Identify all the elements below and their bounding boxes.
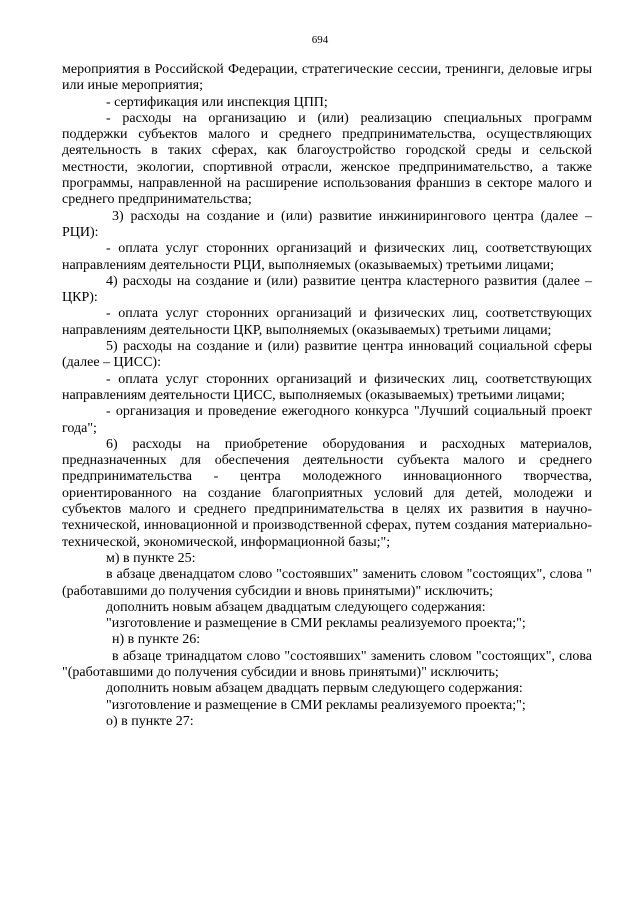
paragraph: м) в пункте 25: (106, 550, 196, 566)
paragraph: 3) расходы на создание и (или) развитие инжинирингового центра (далее – РЦИ): (62, 208, 592, 240)
paragraph: о) в пункте 27: (106, 713, 194, 729)
paragraph: "изготовление и размещение в СМИ рекламы реализуемого проекта;"; (106, 697, 526, 713)
paragraph: - организация и проведение ежегодного конкурса "Лучший социальный проект года"; (62, 404, 592, 436)
paragraph: мероприятия в Российской Федерации, стратегические сессии, тренинги, деловые игры или иные мероприятия; (62, 62, 592, 94)
paragraph: 5) расходы на создание и (или) развитие центра инноваций социальной сферы (далее – ЦИСС): (62, 339, 592, 371)
paragraph: дополнить новым абзацем двадцатым следующего содержания: (106, 599, 486, 615)
paragraph: 6) расходы на приобретение оборудования и расходных материалов, предназначенных для обеспечения деятельности субъекта малого и среднего предпринимательства - центра молодежного инновационного творчества, ориентированного на создание благоприятных условий для детей, молодежи и субъектов малого и среднего предпринимательства в целях их развития в научно-технической, инновационной и производственной сферах, путем создания материально-технической, экономической, информационной базы;"; (62, 436, 592, 550)
paragraph: - расходы на организацию и (или) реализацию специальных программ поддержки субъектов малого и среднего предпринимательства, осуществляющих деятельность в таких сферах, как благоустройство городской среды и сельской местности, экологии, спортивной отрасли, женское предпринимательство, а также программы, направленной на расширение использования франшиз в секторе малого и среднего предпринимательства; (62, 110, 592, 208)
paragraph: дополнить новым абзацем двадцать первым следующего содержания: (106, 681, 523, 697)
paragraph: - оплата услуг сторонних организаций и физических лиц, соответствующих направлениям деятельности РЦИ, выполняемых (оказываемых) третьими лицами; (62, 241, 592, 273)
paragraph: - оплата услуг сторонних организаций и физических лиц, соответствующих направлениям деятельности ЦКР, выполняемых (оказываемых) третьими лицами; (62, 306, 592, 338)
paragraph: - оплата услуг сторонних организаций и физических лиц, соответствующих направлениям деятельности ЦИСС, выполняемых (оказываемых) третьими лицами; (62, 371, 592, 403)
paragraph: н) в пункте 26: (112, 632, 201, 648)
paragraph: 4) расходы на создание и (или) развитие центра кластерного развития (далее – ЦКР): (62, 273, 592, 306)
document-body (62, 62, 592, 730)
paragraph: в абзаце двенадцатом слово "состоявших" заменить словом "состоящих", слова "(работавшими до получения субсидии и вновь принятыми)" исключить; (62, 567, 592, 599)
page-number: 694 (311, 34, 329, 46)
paragraph: "изготовление и размещение в СМИ рекламы реализуемого проекта;"; (106, 616, 526, 632)
paragraph: - сертификация или инспекция ЦПП; (106, 94, 328, 110)
paragraph: в абзаце тринадцатом слово "состоявших" заменить словом "состоящих", слова "(работавшими до получения субсидии и вновь принятыми)" исключить; (62, 648, 592, 680)
